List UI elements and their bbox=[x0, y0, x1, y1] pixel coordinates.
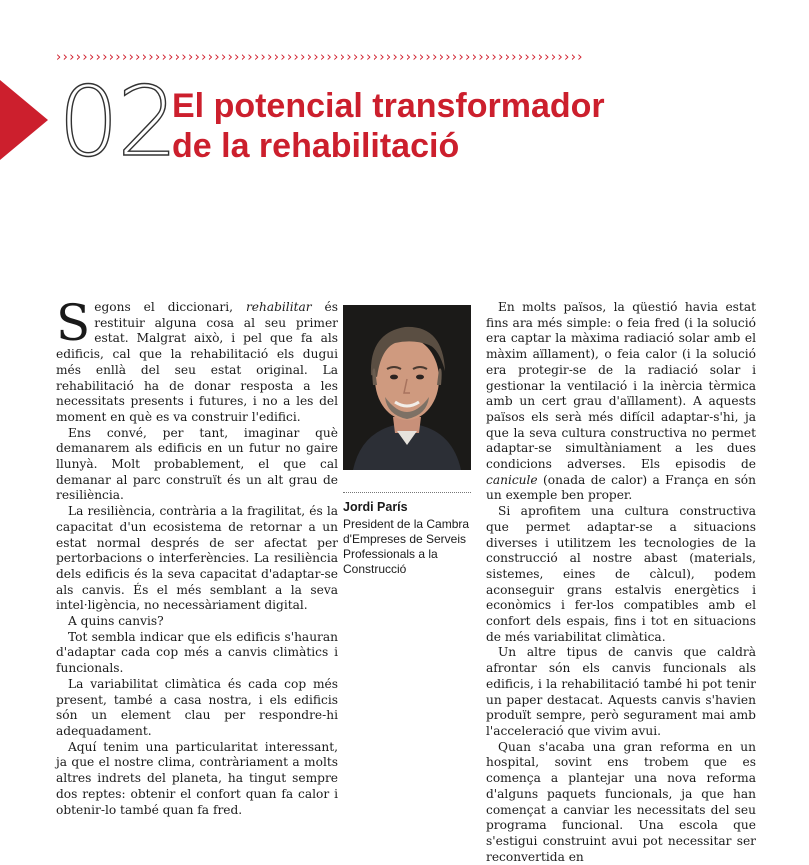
paragraph: Quan s'acaba una gran reforma en un hospital, sovint ens trobem que es comença a plantejar una nova reforma d'alguns paquets funcionals, ja que han començat a canviar les necessitats del seu programa funcional. Una escola que s'estigui construint avui pot necessitar ser reconvertida en bbox=[486, 739, 756, 864]
paragraph: La variabilitat climàtica és cada cop més present, també a casa nostra, i els edificis són un element clau per respondre-hi adequadament. bbox=[56, 676, 338, 738]
paragraph: Un altre tipus de canvis que caldrà afrontar són els canvis funcionals als edificis, i la rehabilitació també hi pot tenir un paper destacat. Aquests canvis s'havien produït sempre, però segurament mai amb l'acceleració que vivim avui. bbox=[486, 645, 756, 738]
paragraph: A quins canvis? bbox=[68, 614, 164, 629]
title-line-2: de la rehabilitació bbox=[172, 127, 460, 165]
paragraph: Aquí tenim una particularitat interessant, ja que el nostre clima, contràriament a molts altres indrets del planeta, ha tingut sempre dos reptes: obtenir el confort quan fa calor i obtenir-lo també quan fa fred. bbox=[56, 739, 338, 817]
paragraph: Si aprofitem una cultura constructiva que permet adaptar-se a situacions diverses i utilitzem les tecnologies de la construcció al nostre abast (materials, sistemes, eines de càlcul), podem aconseguir grans estalvis energètics i econòmics i fer-los compatibles amb el confort dels espais, fins i tot en situacions de més variabilitat climàtica. bbox=[486, 504, 756, 644]
author-photo bbox=[343, 305, 471, 470]
text: En molts països, la qüestió havia estat fins ara més simple: o feia fred (i la solució era captar la màxima radiació solar amb el màxim aïllament), o feia calor (i la solució era protegir-se de la radiació solar i gestionar la ventilació i la inèrcia tèrmica amb un cert grau d'aïllament). A aquests països els serà més difícil adaptar-s'hi, ja que la seva cultura constructiva no permet adaptar-se simultàniament a les dues condicions adverses. Els episodis de bbox=[486, 300, 756, 472]
left-text-column bbox=[56, 294, 338, 818]
section-number: 02 bbox=[58, 66, 177, 178]
portrait-illustration bbox=[343, 305, 471, 470]
article-title bbox=[172, 86, 772, 166]
text: és restituir alguna cosa al seu primer estat. Malgrat això, i pel que fa als edificis, cal que la rehabilitació els dugui més enllà del seu estat original. La rehabilitació ha de donar resposta a les necessitats presents i futures, i no a les del moment en què es va construir l'edifici. bbox=[56, 300, 338, 424]
red-arrow-marker bbox=[0, 80, 48, 160]
text: (onada de calor) a França en són un exemple ben proper. bbox=[486, 472, 756, 503]
paragraph: Tot sembla indicar que els edificis s'hauran d'adaptar cada cop més a canvis climàtics i funcionals. bbox=[56, 629, 338, 676]
paragraph: Ens convé, per tant, imaginar què demanarem als edificis en un futur no gaire llunyà. Molt probablement, el que cal demanar al parc construït és un alt grau de resiliència. bbox=[56, 425, 338, 503]
author-role: President de la Cambra d'Empreses de Serveis Professionals a la Construcció bbox=[343, 517, 470, 576]
paragraph bbox=[56, 294, 338, 426]
paragraph: La resiliència, contrària a la fragilitat, és la capacitat d'un ecosistema de retornar a un estat normal després de ser afectat per pertorbacions o interferències. La resiliència dels edificis és la seva capacitat d'adaptar-se als canvis. És el més semblant a la seva intel·ligència, no necessàriament digital. bbox=[56, 504, 338, 613]
italic-term: rehabilitar bbox=[245, 300, 312, 314]
text: egons el diccionari, bbox=[94, 300, 246, 314]
right-text-column bbox=[486, 300, 756, 865]
drop-cap: S bbox=[56, 294, 91, 352]
chevron-divider: ›››››››››››››››››››››››››››››››››››››››››››››››››››››››››››››››››››››››››››››››› bbox=[56, 50, 584, 65]
title-line-1: El potencial transformador bbox=[172, 87, 605, 125]
paragraph bbox=[486, 300, 756, 504]
author-name: Jordi París bbox=[343, 500, 408, 514]
caption-divider bbox=[343, 492, 471, 493]
italic-term: canicule bbox=[486, 472, 538, 487]
